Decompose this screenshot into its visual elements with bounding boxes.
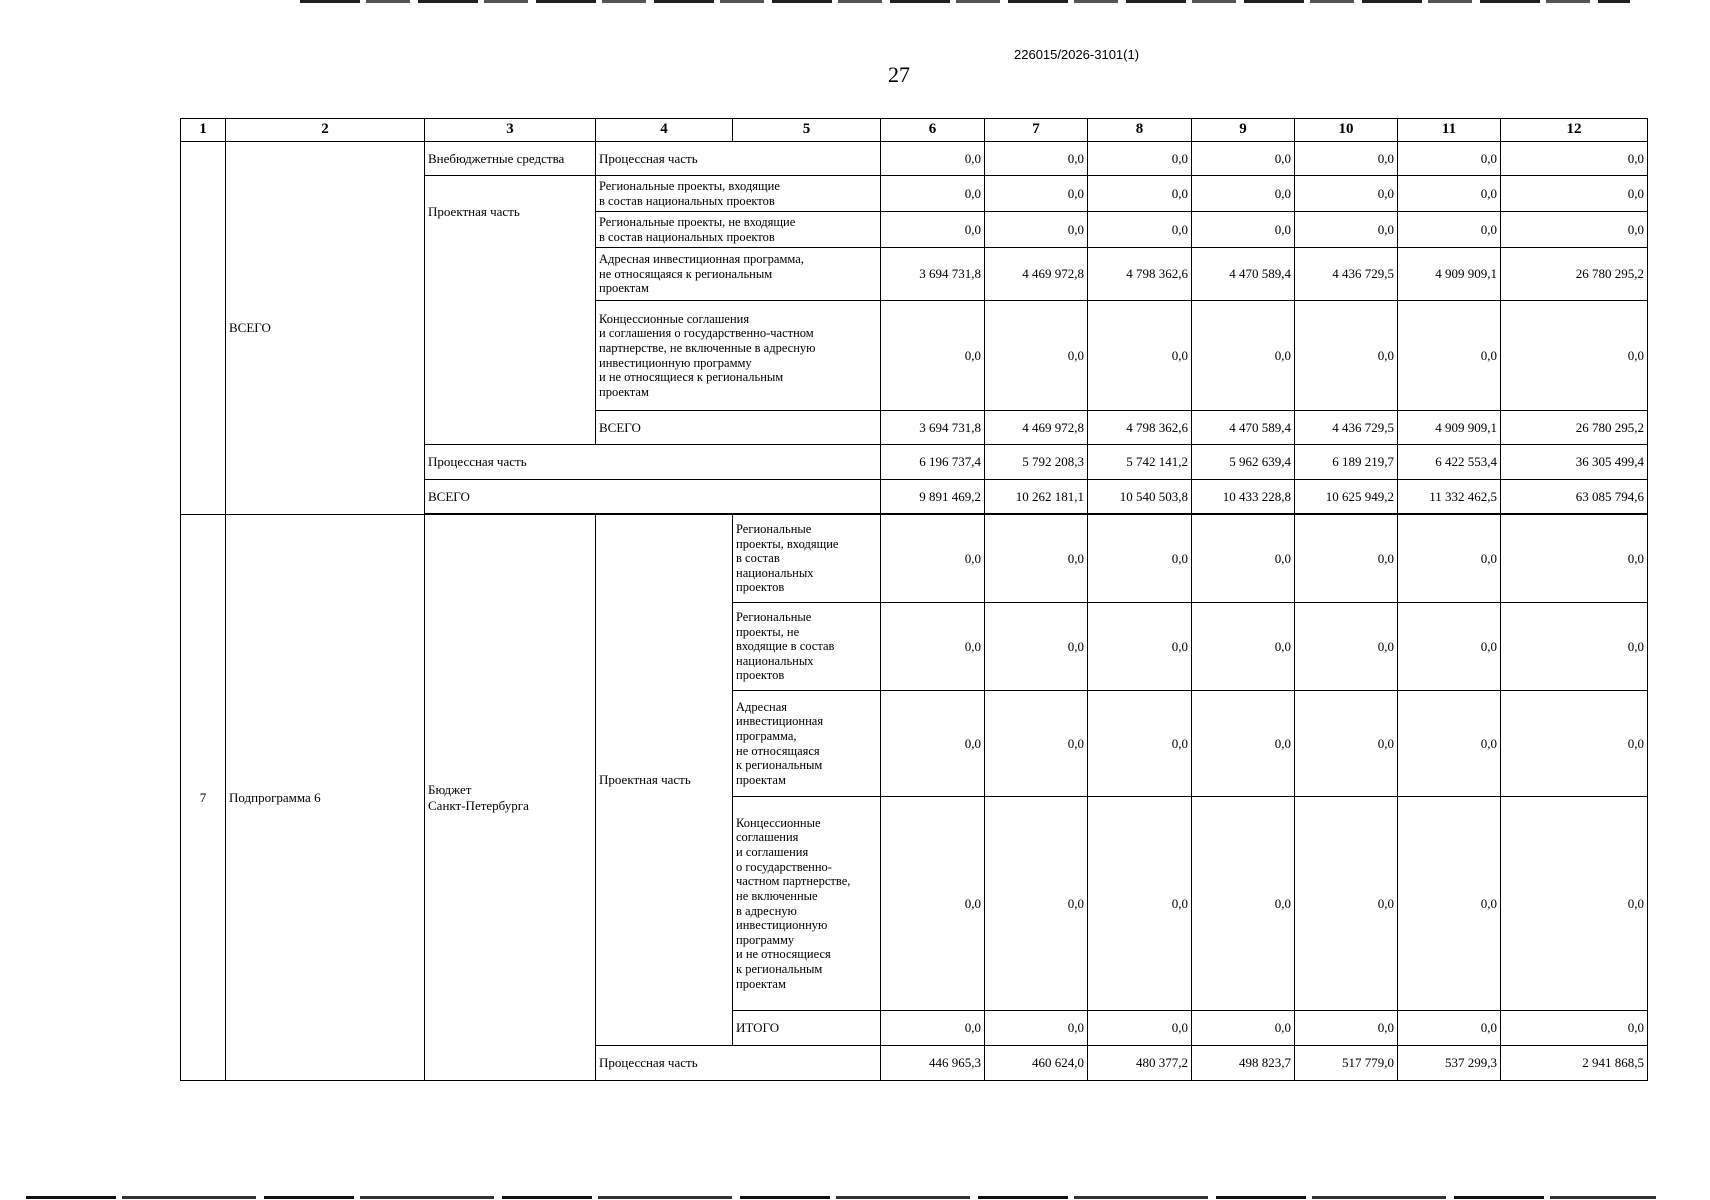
value-cell: 0,0 — [881, 212, 985, 248]
column-header: 6 — [881, 119, 985, 142]
value-cell: 10 262 181,1 — [985, 480, 1088, 514]
page-number: 27 — [888, 62, 910, 87]
value-cell: 0,0 — [985, 1011, 1088, 1046]
row-label: Региональные проекты, входящие в состав национальных проектов — [733, 515, 881, 603]
row-label: Адресная инвестиционная программа, не относящаяся к региональным проектам — [596, 248, 881, 301]
value-cell: 0,0 — [1398, 691, 1501, 797]
value-cell: 0,0 — [1088, 603, 1192, 691]
value-cell: 0,0 — [881, 515, 985, 603]
row-label: Региональные проекты, не входящие в состав национальных проектов — [733, 603, 881, 691]
column-header: 7 — [985, 119, 1088, 142]
value-cell: 0,0 — [1501, 603, 1648, 691]
value-cell: 0,0 — [1295, 603, 1398, 691]
table-row — [181, 142, 1648, 176]
row-label: Концессионные соглашения и соглашения о государственно-частном партнерстве, не включенные в адресную инвестиционную программу и не относящиеся к региональным проектам — [596, 301, 881, 411]
value-cell: 0,0 — [1501, 142, 1648, 176]
value-cell: 0,0 — [1398, 1011, 1501, 1046]
row-label: Процессная часть — [596, 1046, 881, 1081]
value-cell: 0,0 — [985, 797, 1088, 1011]
row-label: Процессная часть — [425, 445, 881, 480]
value-cell: 0,0 — [1398, 797, 1501, 1011]
value-cell: 0,0 — [1295, 1011, 1398, 1046]
source-cell: Бюджет Санкт-Петербурга — [425, 515, 596, 1081]
value-cell: 3 694 731,8 — [881, 411, 985, 445]
value-cell: 0,0 — [1501, 1011, 1648, 1046]
value-cell: 0,0 — [1501, 691, 1648, 797]
subprogram-name: Подпрограмма 6 — [226, 515, 425, 1081]
value-cell: 0,0 — [985, 691, 1088, 797]
value-cell: 5 742 141,2 — [1088, 445, 1192, 480]
value-cell: 517 779,0 — [1295, 1046, 1398, 1081]
row-label: Концессионные соглашения и соглашения о государственно- частном партнерстве, не включенные в адресную инвестиционную программу и не относящиеся к региональным проектам — [733, 797, 881, 1011]
value-cell: 0,0 — [1398, 301, 1501, 411]
value-cell: 0,0 — [1501, 176, 1648, 212]
value-cell: 0,0 — [1295, 515, 1398, 603]
value-cell: 0,0 — [1295, 691, 1398, 797]
column-header: 2 — [226, 119, 425, 142]
value-cell: 0,0 — [1192, 301, 1295, 411]
value-cell: 0,0 — [1295, 142, 1398, 176]
value-cell: 4 909 909,1 — [1398, 248, 1501, 301]
row-label: ВСЕГО — [596, 411, 881, 445]
value-cell: 6 189 219,7 — [1295, 445, 1398, 480]
value-cell: 0,0 — [1088, 1011, 1192, 1046]
value-cell: 36 305 499,4 — [1501, 445, 1648, 480]
value-cell: 0,0 — [1501, 515, 1648, 603]
column-header: 5 — [733, 119, 881, 142]
column-header: 9 — [1192, 119, 1295, 142]
value-cell: 3 694 731,8 — [881, 248, 985, 301]
value-cell: 446 965,3 — [881, 1046, 985, 1081]
scan-edge-top — [300, 0, 1630, 3]
value-cell: 0,0 — [1295, 176, 1398, 212]
value-cell: 0,0 — [1192, 797, 1295, 1011]
value-cell: 10 433 228,8 — [1192, 480, 1295, 514]
value-cell: 0,0 — [1501, 797, 1648, 1011]
source-cell: Проектная часть — [425, 176, 596, 445]
value-cell: 0,0 — [1295, 797, 1398, 1011]
value-cell: 0,0 — [1192, 176, 1295, 212]
row-label: Адресная инвестиционная программа, не относящаяся к региональным проектам — [733, 691, 881, 797]
value-cell: 4 436 729,5 — [1295, 411, 1398, 445]
value-cell: 0,0 — [1398, 212, 1501, 248]
value-cell: 0,0 — [1295, 212, 1398, 248]
value-cell: 0,0 — [1192, 515, 1295, 603]
project-part-label: Проектная часть — [596, 515, 733, 1046]
value-cell: 0,0 — [1295, 301, 1398, 411]
value-cell: 0,0 — [1398, 515, 1501, 603]
column-header: 4 — [596, 119, 733, 142]
value-cell: 498 823,7 — [1192, 1046, 1295, 1081]
value-cell: 0,0 — [1398, 176, 1501, 212]
value-cell: 0,0 — [881, 142, 985, 176]
value-cell: 0,0 — [1088, 142, 1192, 176]
row-label: Региональные проекты, не входящие в состав национальных проектов — [596, 212, 881, 248]
value-cell: 0,0 — [985, 176, 1088, 212]
value-cell: 5 962 639,4 — [1192, 445, 1295, 480]
column-header: 8 — [1088, 119, 1192, 142]
value-cell: 0,0 — [985, 515, 1088, 603]
value-cell: 0,0 — [1501, 212, 1648, 248]
value-cell: 4 798 362,6 — [1088, 248, 1192, 301]
row-label: ИТОГО — [733, 1011, 881, 1046]
column-header: 1 — [181, 119, 226, 142]
value-cell: 26 780 295,2 — [1501, 248, 1648, 301]
value-cell: 63 085 794,6 — [1501, 480, 1648, 514]
value-cell: 4 469 972,8 — [985, 411, 1088, 445]
value-cell: 0,0 — [985, 603, 1088, 691]
value-cell: 6 196 737,4 — [881, 445, 985, 480]
value-cell: 0,0 — [881, 691, 985, 797]
value-cell: 0,0 — [985, 301, 1088, 411]
value-cell: 4 436 729,5 — [1295, 248, 1398, 301]
value-cell: 0,0 — [1088, 301, 1192, 411]
value-cell: 537 299,3 — [1398, 1046, 1501, 1081]
column-header: 10 — [1295, 119, 1398, 142]
row-label: Региональные проекты, входящие в состав национальных проектов — [596, 176, 881, 212]
value-cell: 0,0 — [985, 142, 1088, 176]
value-cell: 0,0 — [1192, 603, 1295, 691]
scan-edge-bottom — [26, 1196, 1656, 1199]
row-number-cell: 7 — [181, 515, 226, 1081]
value-cell: 26 780 295,2 — [1501, 411, 1648, 445]
value-cell: 4 798 362,6 — [1088, 411, 1192, 445]
value-cell: 6 422 553,4 — [1398, 445, 1501, 480]
value-cell: 0,0 — [1088, 515, 1192, 603]
row-number-cell — [181, 142, 226, 515]
value-cell: 2 941 868,5 — [1501, 1046, 1648, 1081]
value-cell: 480 377,2 — [1088, 1046, 1192, 1081]
value-cell: 0,0 — [881, 1011, 985, 1046]
value-cell: 0,0 — [1088, 212, 1192, 248]
value-cell: 10 540 503,8 — [1088, 480, 1192, 514]
value-cell: 0,0 — [1088, 176, 1192, 212]
section-label: ВСЕГО — [226, 142, 425, 515]
value-cell: 0,0 — [1192, 212, 1295, 248]
value-cell: 0,0 — [1088, 797, 1192, 1011]
value-cell: 4 470 589,4 — [1192, 248, 1295, 301]
value-cell: 0,0 — [1192, 1011, 1295, 1046]
value-cell: 0,0 — [1192, 142, 1295, 176]
column-header: 12 — [1501, 119, 1648, 142]
column-number-row — [181, 119, 1648, 142]
value-cell: 0,0 — [881, 603, 985, 691]
row-label: ВСЕГО — [425, 480, 881, 514]
value-cell: 460 624,0 — [985, 1046, 1088, 1081]
value-cell: 0,0 — [1398, 603, 1501, 691]
value-cell: 4 470 589,4 — [1192, 411, 1295, 445]
value-cell: 5 792 208,3 — [985, 445, 1088, 480]
value-cell: 0,0 — [1088, 691, 1192, 797]
value-cell: 9 891 469,2 — [881, 480, 985, 514]
value-cell: 0,0 — [985, 212, 1088, 248]
table-row — [181, 515, 1648, 603]
column-header: 3 — [425, 119, 596, 142]
value-cell: 11 332 462,5 — [1398, 480, 1501, 514]
value-cell: 0,0 — [1501, 301, 1648, 411]
value-cell: 0,0 — [881, 176, 985, 212]
value-cell: 10 625 949,2 — [1295, 480, 1398, 514]
column-header: 11 — [1398, 119, 1501, 142]
document-number: 226015/2026-3101(1) — [1014, 47, 1140, 62]
value-cell: 0,0 — [1398, 142, 1501, 176]
value-cell: 4 909 909,1 — [1398, 411, 1501, 445]
budget-table — [180, 118, 1648, 1081]
value-cell: 0,0 — [1192, 691, 1295, 797]
value-cell: 4 469 972,8 — [985, 248, 1088, 301]
row-label: Процессная часть — [596, 142, 881, 176]
value-cell: 0,0 — [881, 797, 985, 1011]
source-cell: Внебюджетные средства — [425, 142, 596, 176]
value-cell: 0,0 — [881, 301, 985, 411]
